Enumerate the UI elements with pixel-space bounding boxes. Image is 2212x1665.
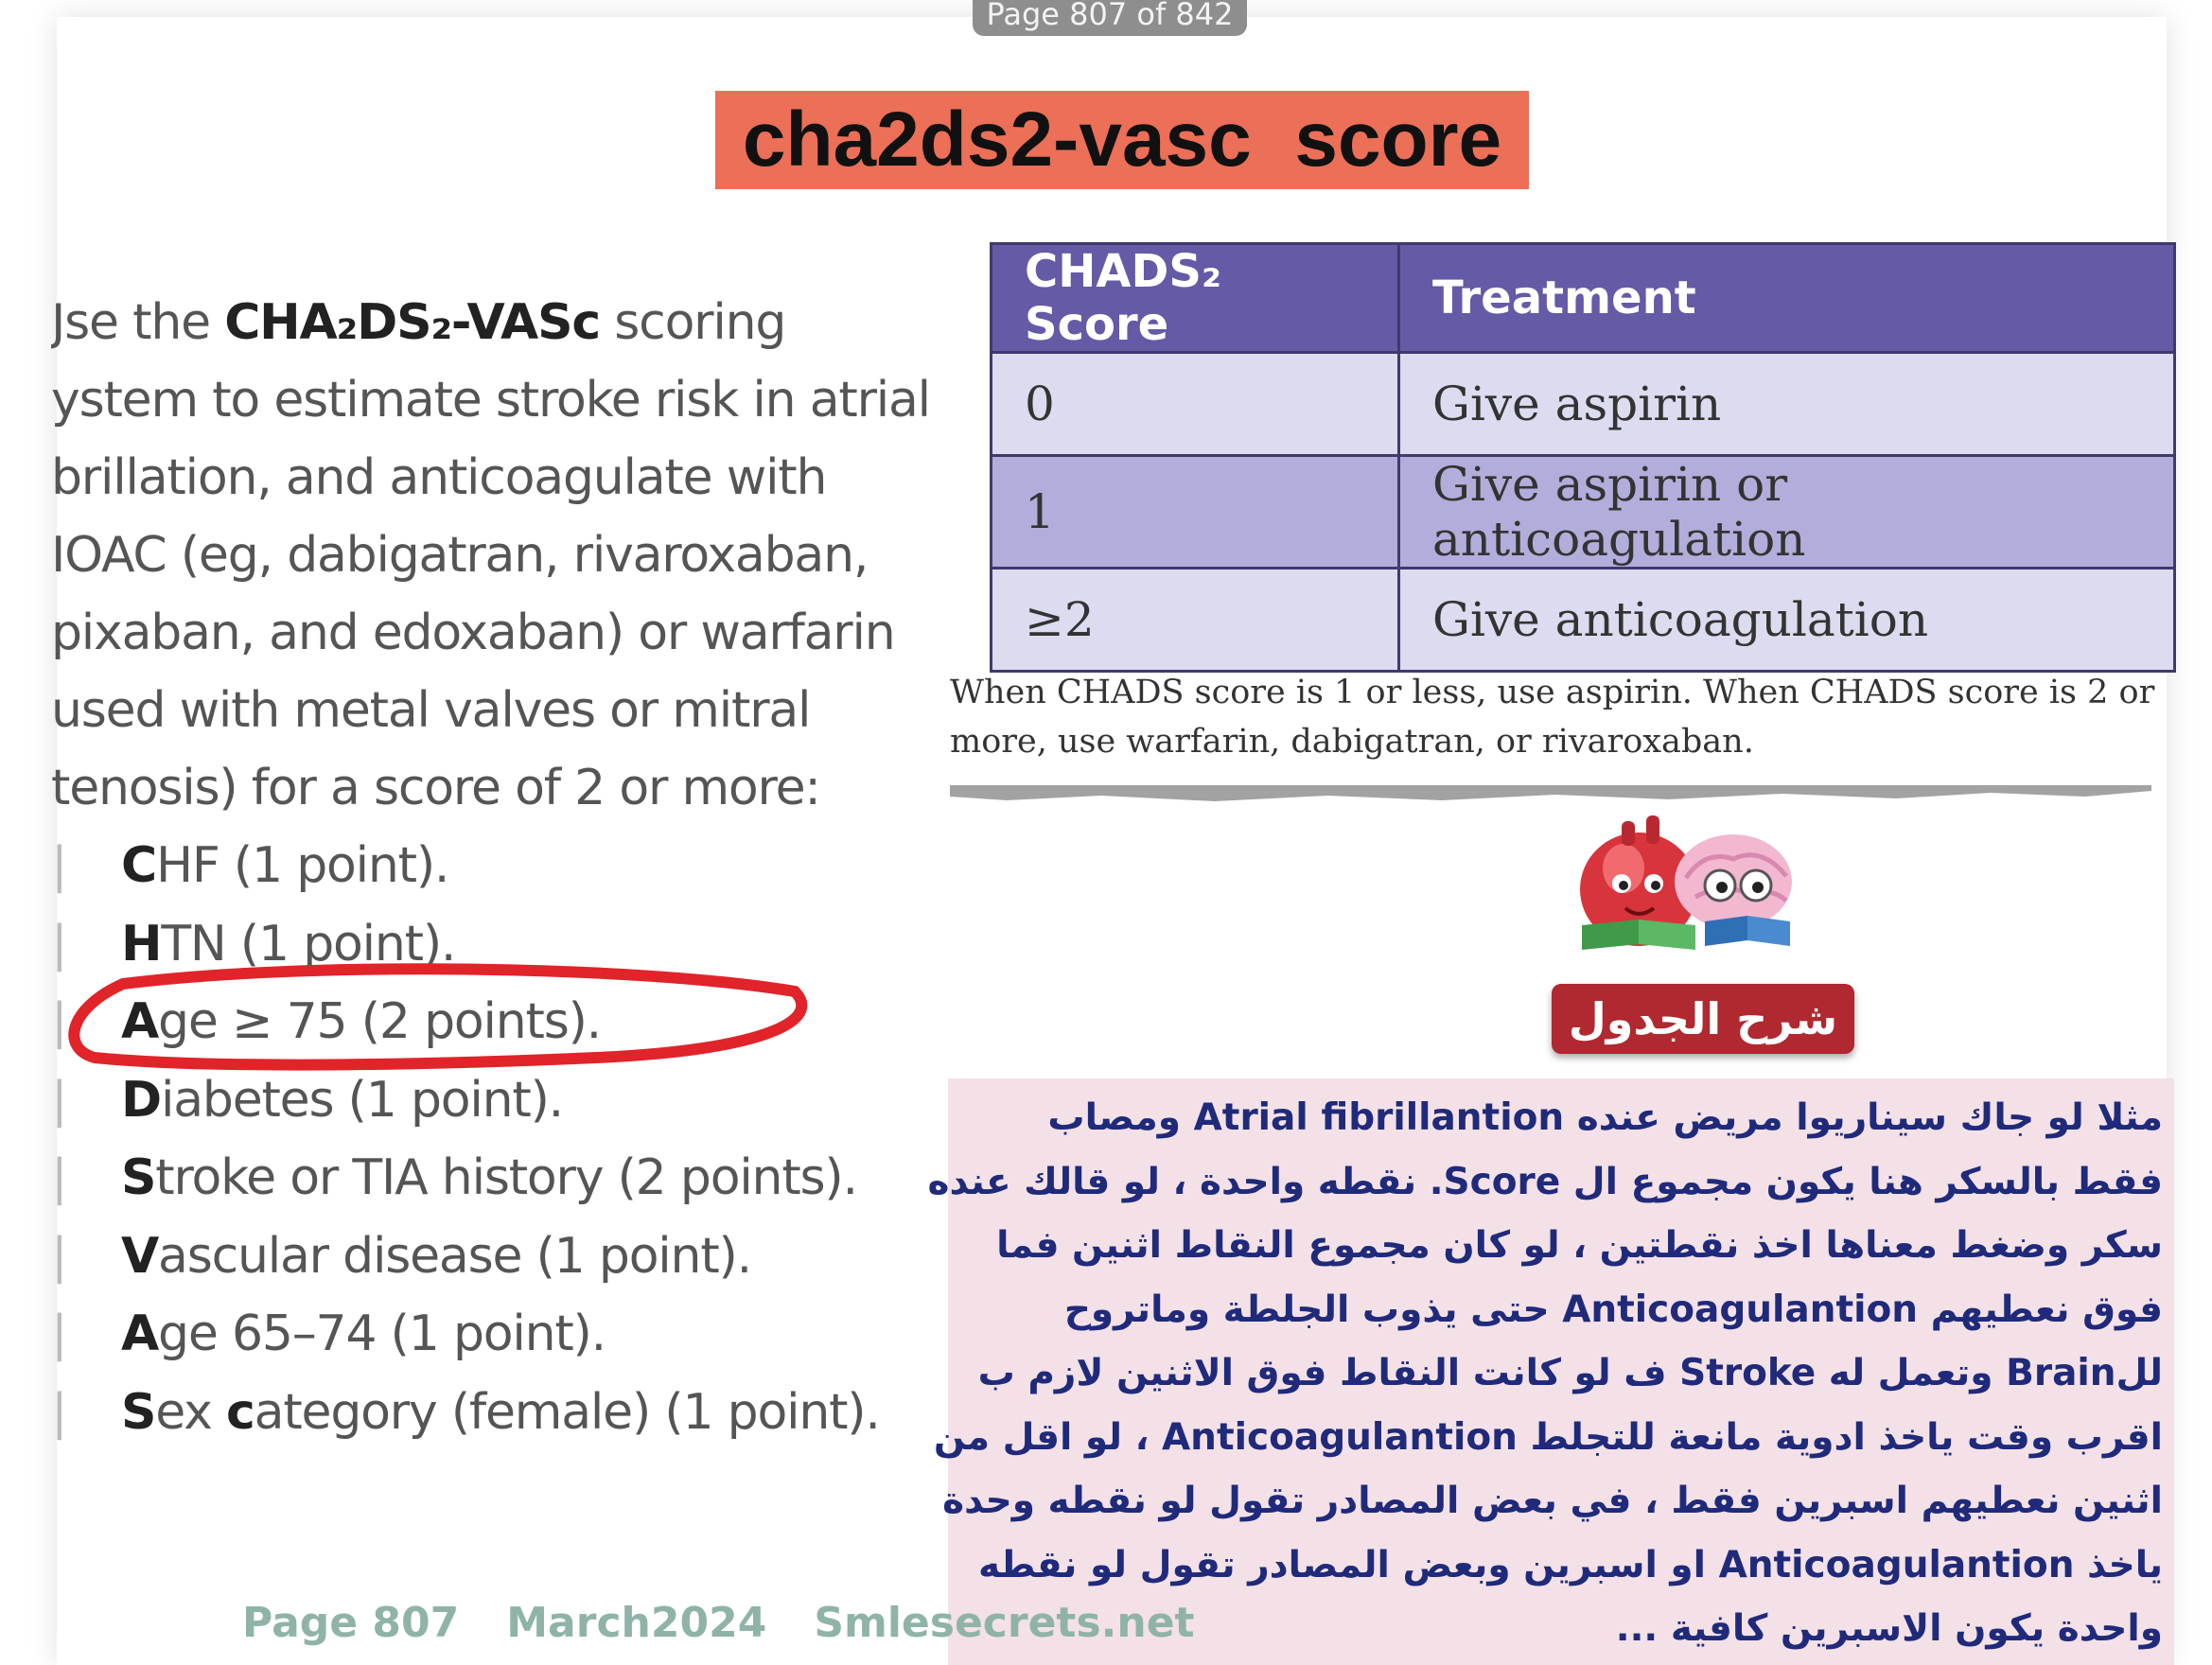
criterion-text: ex [155, 1383, 227, 1441]
criterion-letter: D [121, 1071, 161, 1129]
arabic-explanation [927, 1078, 2174, 1665]
intro-line-1 [51, 284, 940, 361]
criterion-text: ategory (female) (1 point). [254, 1383, 880, 1441]
page-title: cha2ds2-vasc score [742, 96, 1502, 183]
criterion-letter: A [121, 993, 159, 1050]
bullet-icon: | [51, 993, 67, 1050]
table-explanation-label: شرح الجدول [1552, 984, 1854, 1054]
arabic-line: اثنين نعطيهم اسبرين فقط ، في بعض المصادر تقول لو نقطه وحدة [942, 1480, 2163, 1522]
criterion-text: HF (1 point). [155, 837, 449, 894]
bullet-icon: | [51, 1306, 67, 1362]
arabic-line: سكر وضغط معناها اخذ نقطتين ، لو كان مجموع النقاط اثنين فما [996, 1224, 2163, 1267]
criterion-letter: A [121, 1306, 159, 1362]
intro-line-1-post: scoring [599, 294, 786, 351]
criterion-htn [51, 905, 940, 984]
bullet-icon: | [51, 1149, 67, 1206]
page-footer [242, 1599, 1242, 1647]
criterion-diabetes [51, 1061, 940, 1140]
criterion-letter: S [121, 1149, 156, 1206]
title-banner [715, 91, 1529, 189]
page-indicator: Page 807 of 842 [973, 0, 1247, 36]
criterion-text: ge 65–74 (1 point). [158, 1306, 606, 1362]
criterion-chf [51, 827, 940, 905]
intro-line-2: ystem to estimate stroke risk in atrial [51, 372, 930, 429]
bullet-icon: | [51, 1071, 67, 1129]
criterion-text: ascular disease (1 point). [158, 1227, 751, 1285]
table-caption: When CHADS score is 1 or less, use aspirin. When CHADS score is 2 or more, use warfarin, dabigatran, or rivaroxaban. [950, 674, 2155, 761]
chads-table [990, 242, 2176, 673]
intro-line-6: used with metal valves or mitral [51, 682, 811, 739]
criterion-age-75 [51, 983, 940, 1061]
arabic-line: ياخذ Anticoagulantion او اسبرين وبعض المصادر تقول لو نقطه [978, 1543, 2163, 1586]
score-cell: 0 [992, 353, 1399, 456]
arabic-line: مثلا لو جاك سيناريوا مريض عنده Atrial fibrillantion ومصاب [1047, 1096, 2163, 1139]
intro-line-7: tenosis) for a score of 2 or more: [51, 760, 820, 816]
criterion-letter: V [121, 1227, 159, 1285]
criterion-sex [51, 1374, 940, 1452]
score-cell: 1 [992, 456, 1399, 569]
intro-paragraph [51, 284, 940, 827]
bullet-icon: | [51, 837, 67, 894]
table-row [992, 353, 2175, 456]
header-treatment: Treatment [1399, 244, 2175, 353]
criterion-letter: S [121, 1383, 156, 1441]
treatment-cell: Give aspirin or anticoagulation [1399, 456, 2175, 569]
criterion-text: TN (1 point). [161, 915, 456, 973]
arabic-line: للBrain وتعمل له Stroke ف لو كانت النقاط فوق الاثنين لازم ب [977, 1352, 2163, 1394]
torn-paper-edge [950, 781, 2151, 808]
intro-line-3: brillation, and anticoagulate with [51, 449, 827, 506]
table-row [992, 569, 2175, 672]
criterion-vascular [51, 1218, 940, 1296]
arabic-line: فوق نعطيهم Anticoagulantion حتى يذوب الجلطة وماتروح [1063, 1288, 2163, 1331]
intro-line-5: pixaban, and edoxaban) or warfarin [51, 605, 895, 661]
footer-site: Smlesecrets.net [814, 1599, 1195, 1647]
treatment-cell: Give aspirin [1399, 353, 2175, 456]
criterion-text: ge ≥ 75 (2 points). [158, 993, 601, 1050]
criterion-letter: C [121, 837, 156, 894]
score-cell: ≥2 [992, 569, 1399, 672]
treatment-cell: Give anticoagulation [1399, 569, 2175, 672]
header-score: CHADS₂ Score [992, 244, 1399, 353]
bullet-icon: | [51, 1227, 67, 1285]
criterion-age-65 [51, 1295, 940, 1374]
heart-brain-mascot-icon [1563, 802, 1809, 954]
arabic-line: واحدة يكون الاسبرين كافية ... [1615, 1607, 2163, 1650]
arabic-line: اقرب وقت ياخذ ادوية مانعة للتجلط Anticoagulantion ، لو اقل من [933, 1415, 2163, 1459]
footer-date: March2024 [506, 1599, 767, 1647]
bullet-icon: | [51, 1383, 67, 1441]
criteria-list [51, 827, 940, 1451]
criterion-letter: H [121, 915, 162, 973]
intro-line-4: IOAC (eg, dabigatran, rivaroxaban, [51, 527, 869, 584]
criterion-text: iabetes (1 point). [160, 1071, 564, 1129]
intro-line-1-pre: Jse the [51, 294, 225, 351]
criterion-stroke [51, 1139, 940, 1218]
criterion-text: troke or TIA history (2 points). [155, 1149, 857, 1206]
criterion-letter: c [226, 1383, 255, 1441]
table-row [992, 456, 2175, 569]
bullet-icon: | [51, 915, 67, 973]
footer-page: Page 807 [242, 1599, 460, 1647]
table-header-row [992, 244, 2175, 353]
score-name: CHA₂DS₂-VASc [224, 294, 600, 351]
arabic-line: فقط بالسكر هنا يكون مجموع ال Score. نقطه واحدة ، لو قالك عنده [927, 1160, 2163, 1203]
